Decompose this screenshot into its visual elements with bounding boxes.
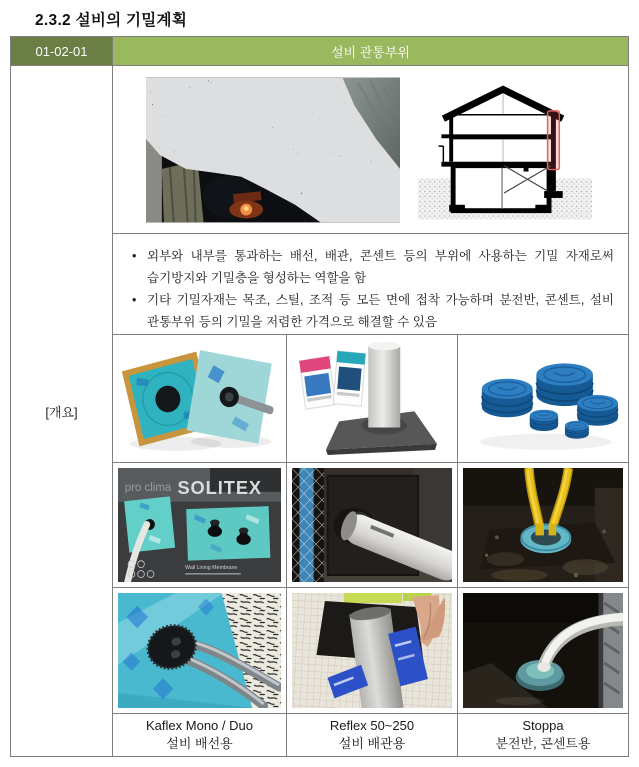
stoppa-cable-grommet-photo: [463, 468, 623, 582]
reflex-pipe-install-photo: [292, 468, 452, 582]
kaflex-product-photo-cell: [113, 335, 286, 462]
kaflex-caption-cell: [113, 714, 286, 756]
spec-table: [10, 36, 629, 757]
membrane-caption-text: Wall Lining Membrane: [185, 565, 238, 572]
header-title: 설비 관통부위: [331, 44, 410, 60]
solitex-membrane-photo-cell: [113, 463, 286, 587]
reflex-flange-product-photo: [292, 340, 452, 457]
stoppa-plugs-product-photo: [463, 340, 623, 457]
product-name: Kaflex Mono / Duo: [146, 718, 253, 733]
product-use: 설비 배관용: [338, 736, 406, 751]
solitex-membrane-photo: [118, 468, 281, 582]
product-use: 분전반, 콘센트용: [495, 736, 591, 751]
reflex-caption-cell: [287, 714, 457, 756]
reflex-tape-photo-cell: [287, 588, 457, 713]
header-code-cell: [11, 37, 112, 65]
solitex-product-text: SOLITEX: [177, 476, 263, 498]
kaflex-gasket-product-photo: [118, 340, 281, 457]
product-use: 설비 배선용: [166, 736, 233, 751]
header-code: 01-02-01: [35, 43, 88, 59]
house-section-diagram: [414, 77, 596, 223]
bullet-item: • 외부와 내부를 통과하는 배선, 배관, 콘센트 등의 부위에 사용하는 기밀 자재로써 습기방지와 기밀층을 형성하는 역할을 함: [128, 245, 614, 289]
bullet-item: • 기타 기밀자재는 목조, 스틸, 조적 등 모든 면에 접착 가능하며 분전반, 콘센트, 설비 관통부위 등의 기밀을 저렴한 가격으로 해결할 수 있음: [128, 289, 614, 333]
header-title-cell: [113, 37, 628, 65]
stoppa-conduit-grommet-photo: [463, 593, 623, 708]
kaflex-install-photo-cell: [113, 588, 286, 713]
stoppa-product-photo-cell: [458, 335, 628, 462]
reflex-product-photo-cell: [287, 335, 457, 462]
reflex-taping-install-photo: [292, 593, 452, 708]
overview-bullets-cell: [113, 234, 628, 334]
overview-row-label: [개요]: [45, 404, 78, 420]
page-title: 2.3.2 설비의 기밀계획: [35, 12, 188, 29]
stoppa-caption-cell: [458, 714, 628, 756]
stoppa-cables-photo-cell: [458, 463, 628, 587]
overview-row-label-cell: [11, 66, 112, 756]
stoppa-conduit-photo-cell: [458, 588, 628, 713]
top-media-cell: [113, 66, 628, 233]
product-name: Reflex 50~250: [329, 718, 415, 733]
proclima-brand-text: pro clima: [124, 480, 172, 494]
reflex-install-photo-cell: [287, 463, 457, 587]
overview-bullet-list: [128, 245, 614, 333]
product-name: Stoppa: [522, 718, 564, 733]
spray-foam-photo: [146, 77, 400, 223]
kaflex-grommet-install-photo: [118, 593, 281, 708]
